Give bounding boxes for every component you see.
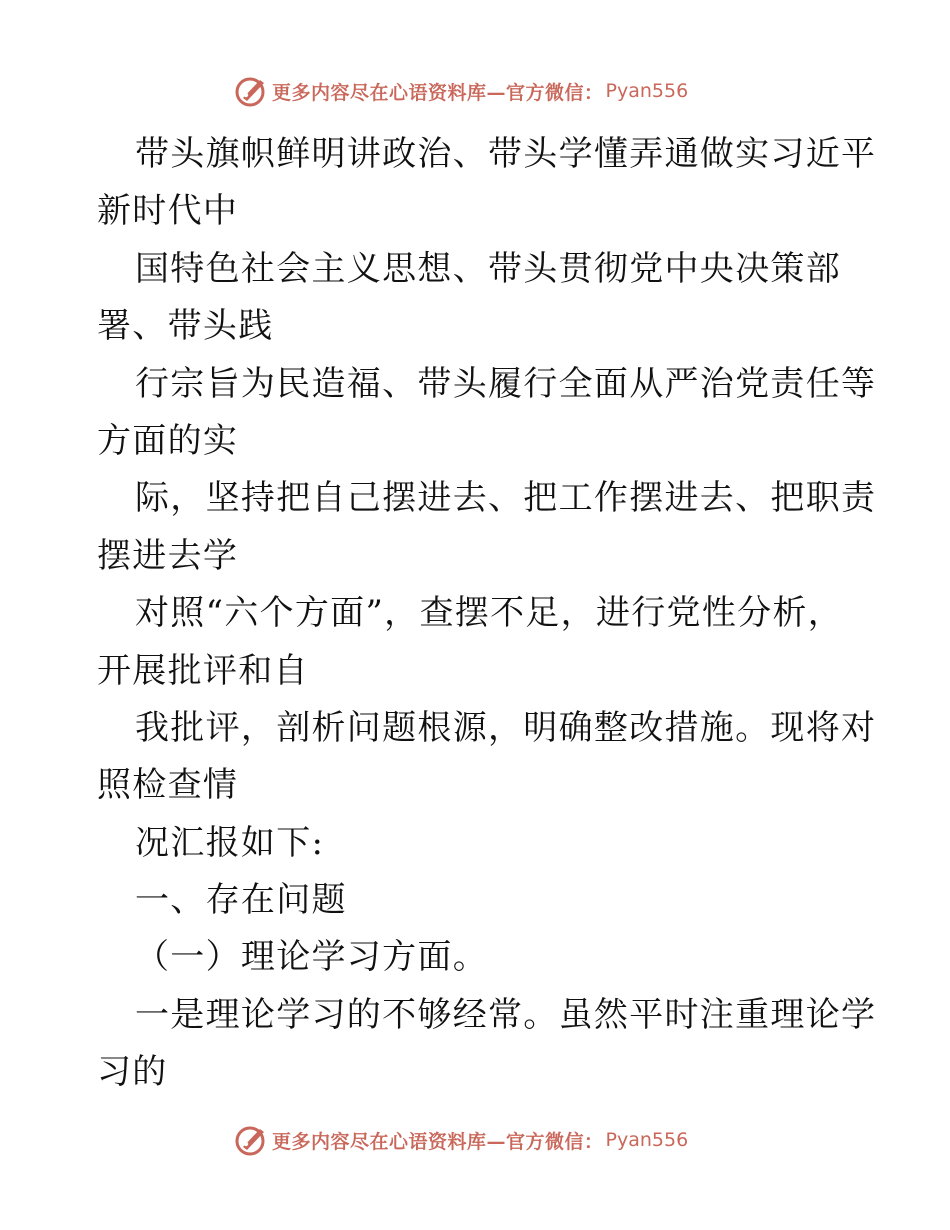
footer-banner	[234, 1122, 714, 1158]
paragraph-line: 一是理论学习的不够经常。虽然平时注重理论学	[135, 994, 877, 1035]
section-heading: 一、存在问题	[135, 880, 347, 921]
paragraph-line: 我批评，剖析问题根源，明确整改措施。现将对	[135, 707, 877, 748]
paragraph-line: 开展批评和自	[97, 650, 309, 691]
pen-nib-logo-icon	[234, 74, 268, 108]
paragraph-line: 带头旗帜鲜明讲政治、带头学懂弄通做实习近平	[135, 134, 877, 174]
header-banner-text: 更多内容尽在心语资料库—官方微信：	[272, 81, 604, 104]
paragraph-line: 习的	[97, 1052, 168, 1093]
paragraph-line: 况汇报如下:	[135, 822, 325, 863]
paragraph-line: 摆进去学	[97, 535, 239, 576]
footer-banner-text: 更多内容尽在心语资料库—官方微信：	[272, 1130, 604, 1153]
header-banner-id: Pyan556	[605, 80, 689, 102]
header-banner	[234, 73, 714, 109]
pen-nib-logo-icon	[234, 1123, 268, 1157]
paragraph-line: 际，坚持把自己摆进去、把工作摆进去、把职责	[135, 478, 877, 519]
footer-banner-id: Pyan556	[605, 1129, 689, 1151]
paragraph-line: 行宗旨为民造福、带头履行全面从严治党责任等	[135, 363, 877, 404]
paragraph-line: 署、带头践	[97, 306, 274, 347]
document-body	[0, 126, 950, 1102]
subsection-heading: （一）理论学习方面。	[135, 937, 488, 978]
paragraph-line: 照检查情	[97, 765, 239, 806]
paragraph-line: 方面的实	[97, 420, 239, 461]
paragraph-line: 国特色社会主义思想、带头贯彻党中央决策部	[135, 248, 841, 289]
paragraph-line: 新时代中	[97, 191, 239, 232]
paragraph-line: 对照“六个方面”，查摆不足，进行党性分析，	[135, 593, 844, 634]
